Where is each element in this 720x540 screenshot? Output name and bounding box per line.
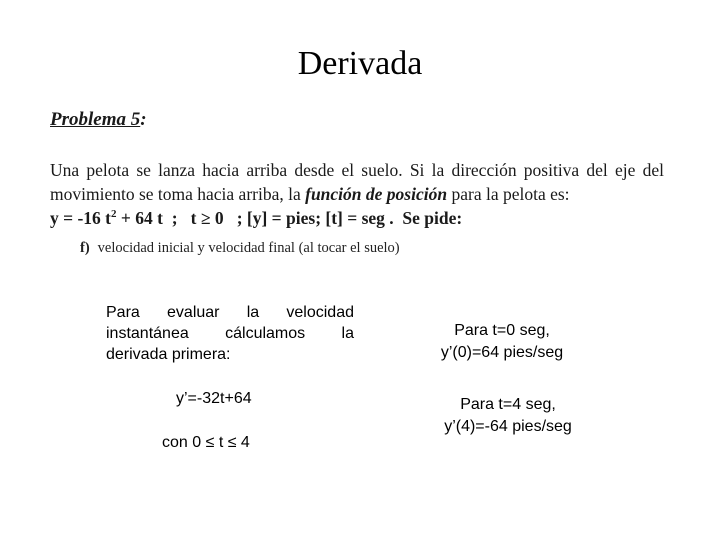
case2-value: y’(4)=-64 pies/seg	[444, 418, 572, 435]
case2-condition: Para t=4 seg,	[460, 396, 556, 413]
position-formula	[50, 206, 670, 230]
final-velocity-result	[420, 394, 596, 438]
time-domain: con 0 ≤ t ≤ 4	[162, 434, 250, 451]
derivative-expression: y’=-32t+64	[176, 390, 252, 407]
formula-exponent: 2	[111, 208, 117, 221]
solution-intro: Para evaluar la velocidad instantánea cálculamos la derivada primera:	[106, 304, 354, 363]
formula-part-2: + 64 t ; t ≥ 0 ; [y] = pies; [t] = seg . Se pide:	[116, 208, 463, 228]
problem-header	[50, 108, 670, 132]
initial-velocity-result	[420, 320, 584, 364]
formula-part-1: y = -16 t	[50, 208, 112, 228]
statement-line-2-prefix: movimiento se toma hacia arriba, la	[50, 184, 306, 204]
item-text: velocidad inicial y velocidad final (al tocar el suelo)	[97, 240, 400, 256]
statement-line-2	[50, 182, 664, 206]
problem-colon: :	[140, 109, 147, 130]
case1-condition: Para t=0 seg,	[454, 322, 550, 339]
item-tag: f)	[80, 240, 90, 256]
problem-statement-image	[50, 108, 670, 258]
statement-line-1: Una pelota se lanza hacia arriba desde el suelo. Si la dirección positiva del eje del	[50, 160, 664, 180]
question-item-f	[80, 238, 670, 258]
case1-value: y’(0)=64 pies/seg	[440, 344, 564, 361]
statement-line-2-suffix: para la pelota es:	[447, 184, 570, 204]
problem-label: Problema 5	[50, 109, 141, 130]
problem-description	[50, 158, 664, 206]
position-function-term: función de posición	[305, 184, 448, 204]
slide-title: Derivada	[297, 45, 423, 82]
